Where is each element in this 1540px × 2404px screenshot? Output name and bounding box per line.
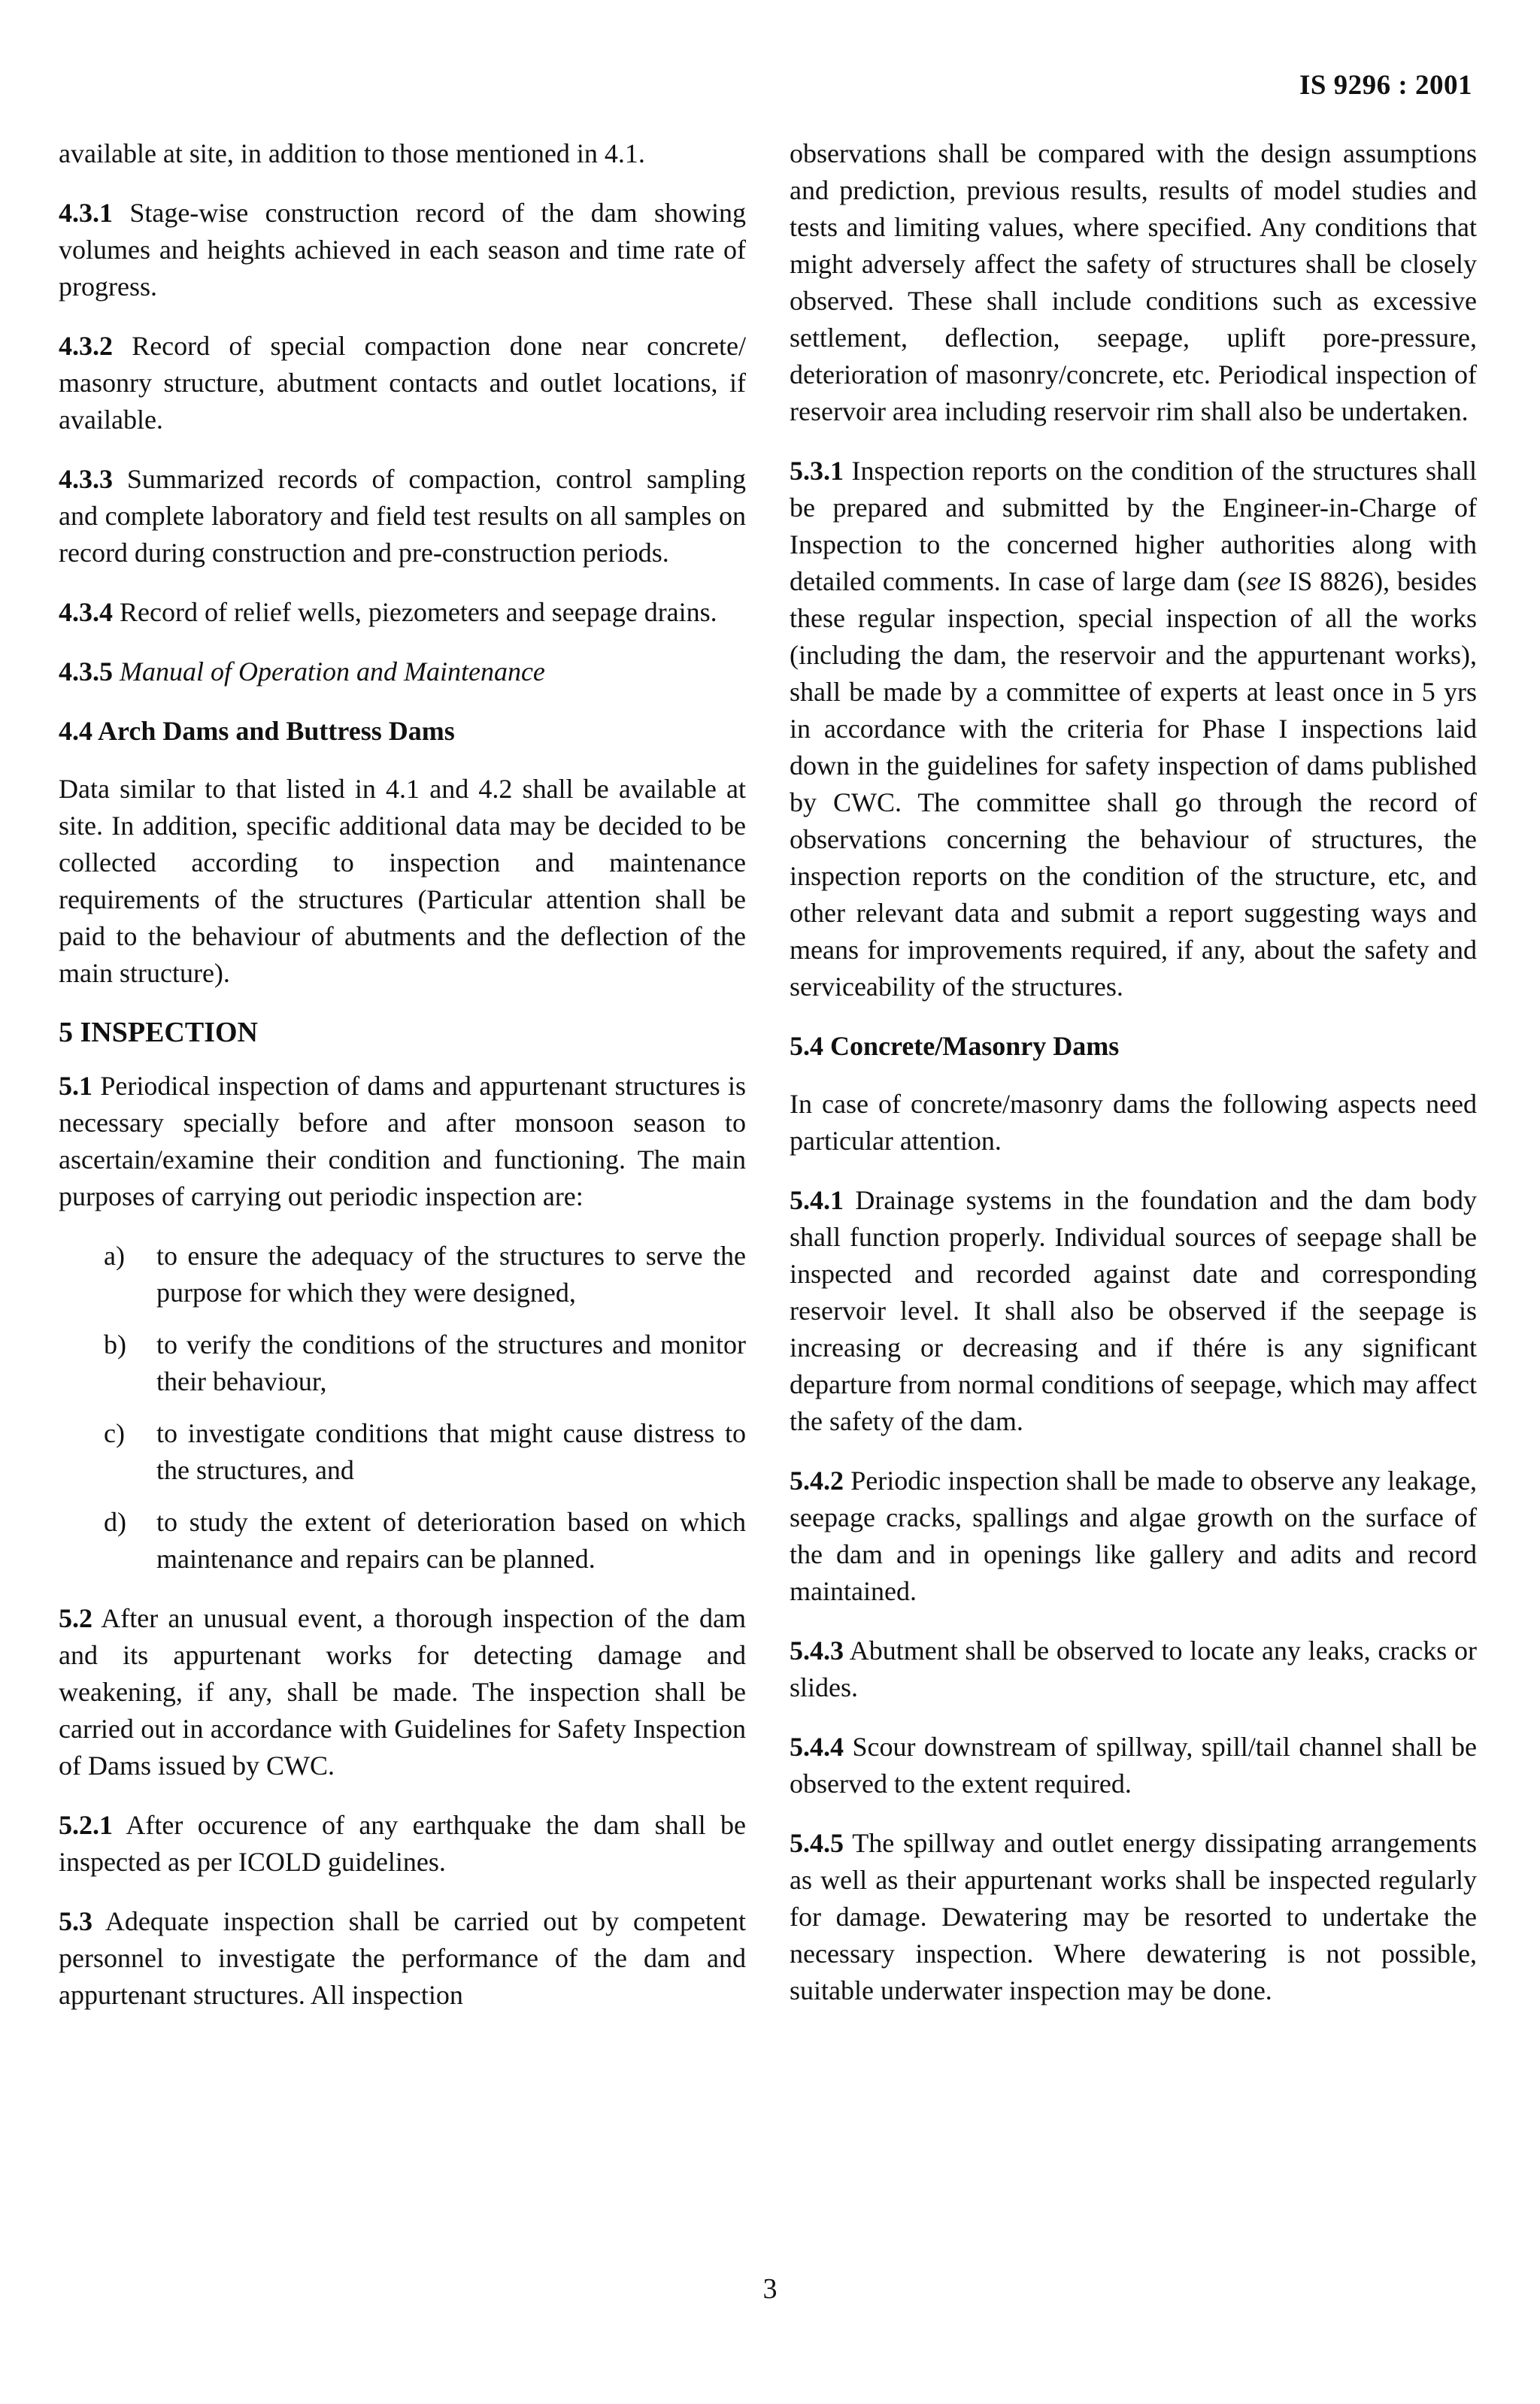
list-text: to study the extent of deterioration based on which maintenance and repairs can be planned. — [156, 1507, 746, 1574]
list-text: to investigate conditions that might cause distress to the structures, and — [156, 1418, 746, 1485]
clause-text: Record of special compaction done near concrete/ masonry structure, abutment contacts and outlet locations, if available. — [59, 331, 746, 435]
list-item — [59, 1415, 746, 1489]
clause-text: Periodical inspection of dams and appurtenant structures is necessary specially before and after monsoon season to ascertain/examine their condition and functioning. The main purposes of carrying out periodic inspection are: — [59, 1071, 746, 1211]
list-item — [59, 1504, 746, 1578]
clause-number: 5.3 — [59, 1906, 92, 1936]
clause-5-4-1 — [790, 1182, 1477, 1440]
clause-number: 4.3.4 — [59, 597, 113, 627]
paragraph-continued: available at site, in addition to those mentioned in 4.1. — [59, 138, 645, 168]
list-item — [59, 1238, 746, 1311]
page-number: 3 — [762, 2273, 778, 2305]
clause-number: 5.1 — [59, 1071, 92, 1101]
clause-text: IS 8826), besides these regular inspection, special inspection of all the works (including the dam, the reservoir and the appurtenant works), shall be made by a committee of experts at least once in 5 yrs in accordance with the criteria for Phase I inspections laid down in the guidelines for safety inspection of dams published by CWC. The committee shall go through the record of observations concerning the behaviour of structures, the inspection reports on the condition of the structure, etc, and other relevant data and submit a report suggesting ways and means for improvements required, if any, about the safety and serviceability of the structures. — [790, 566, 1477, 1002]
left-column — [59, 135, 746, 2036]
clause-4-3-1 — [59, 195, 746, 305]
clause-text: Drainage systems in the foundation and the dam body shall function properly. Individual sources of seepage shall be inspected and recorded against date and corresponding reservoir level. It shall also be observed if the seepage is increasing or decreasing and if thére is any significant departure from normal conditions of seepage, which may affect the safety of the dam. — [790, 1185, 1477, 1436]
clause-4-3-2 — [59, 328, 746, 438]
clause-5-2 — [59, 1600, 746, 1784]
clause-5-4-4 — [790, 1729, 1477, 1802]
list-label: c) — [104, 1418, 125, 1448]
list-label: b) — [104, 1329, 126, 1360]
clause-text: After an unusual event, a thorough inspection of the dam and its appurtenant works for detecting damage and weakening, if any, shall be made. The inspection shall be carried out in accordance with Guidelines for Safety Inspection of Dams issued by CWC. — [59, 1603, 746, 1781]
list-item — [59, 1326, 746, 1400]
clause-text: After occurence of any earthquake the dam shall be inspected as per ICOLD guidelines. — [59, 1810, 746, 1877]
clause-text: Manual of Operation and Maintenance — [120, 656, 545, 687]
clause-number: 5.4.3 — [790, 1636, 844, 1666]
clause-5-2-1 — [59, 1807, 746, 1881]
clause-5-1 — [59, 1068, 746, 1215]
clause-number: 4.3.1 — [59, 198, 113, 228]
clause-number: 5.3.1 — [790, 456, 844, 486]
clause-text: Summarized records of compaction, control sampling and complete laboratory and field test results on all samples on record during construction and pre-construction periods. — [59, 464, 746, 568]
section-heading-4-4: 4.4 Arch Dams and Buttress Dams — [59, 716, 455, 746]
clause-text: Stage-wise construction record of the dam showing volumes and heights achieved in each season and time rate of progress. — [59, 198, 746, 302]
clause-number: 4.3.5 — [59, 656, 113, 687]
clause-5-4-2 — [790, 1463, 1477, 1610]
clause-5-4: In case of concrete/masonry dams the following aspects need particular attention. — [790, 1089, 1477, 1156]
clause-text: Abutment shall be observed to locate any leaks, cracks or slides. — [790, 1636, 1477, 1702]
clause-number: 5.4.5 — [790, 1828, 844, 1858]
list-label: d) — [104, 1507, 126, 1537]
clause-text: Periodic inspection shall be made to observe any leakage, seepage cracks, spallings and algae growth on the surface of the dam and in openings like gallery and adits and record maintained. — [790, 1466, 1477, 1606]
section-heading-5: 5 INSPECTION — [59, 1017, 258, 1048]
clause-text: Scour downstream of spillway, spill/tail channel shall be observed to the extent required. — [790, 1732, 1477, 1799]
document-header: IS 9296 : 2001 — [1299, 70, 1472, 101]
clause-4-4: Data similar to that listed in 4.1 and 4.2 shall be available at site. In addition, specific additional data may be decided to be collected according to inspection and maintenance requirements of the structures (Particular attention shall be paid to the behaviour of abutments and the deflection of the main structure). — [59, 774, 746, 988]
clause-5-4-5 — [790, 1825, 1477, 2009]
list-text: to verify the conditions of the structures and monitor their behaviour, — [156, 1329, 746, 1396]
clause-number: 5.4.1 — [790, 1185, 844, 1215]
clause-5-3-1 — [790, 453, 1477, 1005]
see-reference: see — [1246, 566, 1281, 596]
clause-number: 4.3.2 — [59, 331, 113, 361]
clause-number: 4.3.3 — [59, 464, 113, 494]
clause-4-3-5 — [59, 653, 746, 690]
clause-5-4-3 — [790, 1632, 1477, 1706]
section-heading-5-4: 5.4 Concrete/Masonry Dams — [790, 1031, 1120, 1061]
clause-5-3-continued: observations shall be compared with the design assumptions and prediction, previous results, results of model studies and tests and limiting values, where specified. Any conditions that might adversely affect the safety of structures shall be closely observed. These shall include conditions such as excessive settlement, deflection, seepage, uplift pore-pressure, deterioration of masonry/concrete, etc. Periodical inspection of reservoir area including reservoir rim shall also be undertaken. — [790, 138, 1477, 426]
clause-text: Record of relief wells, piezometers and seepage drains. — [113, 597, 717, 627]
clause-5-3 — [59, 1903, 746, 2014]
clause-number: 5.4.4 — [790, 1732, 844, 1762]
list-text: to ensure the adequacy of the structures to serve the purpose for which they were designed, — [156, 1241, 746, 1308]
clause-number: 5.4.2 — [790, 1466, 844, 1496]
clause-number: 5.2 — [59, 1603, 92, 1633]
list-label: a) — [104, 1241, 125, 1271]
clause-text: The spillway and outlet energy dissipating arrangements as well as their appurtenant works shall be inspected regularly for damage. Dewatering may be resorted to undertake the necessary inspection. Where dewatering is not possible, suitable underwater inspection may be done. — [790, 1828, 1477, 2005]
clause-text: Inspection reports on the condition of the structures shall be prepared and submitted by the Engineer-in-Charge of Inspection to the concerned higher authorities along with detailed comments. In case of large dam ( — [790, 456, 1477, 596]
right-column — [790, 135, 1477, 2032]
clause-4-3-4 — [59, 594, 746, 631]
clause-4-3-3 — [59, 461, 746, 571]
clause-number: 5.2.1 — [59, 1810, 113, 1840]
clause-text: Adequate inspection shall be carried out by competent personnel to investigate the performance of the dam and appurtenant structures. All inspection — [59, 1906, 746, 2010]
